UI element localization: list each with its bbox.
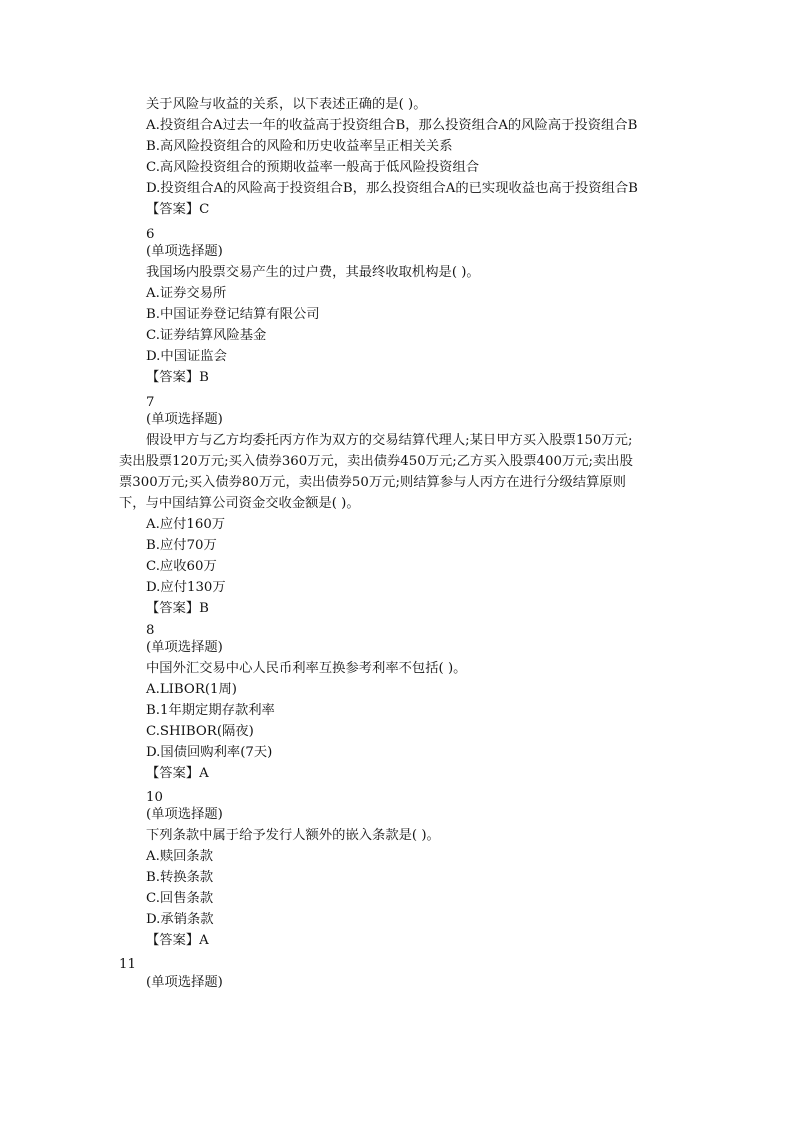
- question-type: (单项选择题): [146, 640, 223, 655]
- question-type: (单项选择题): [146, 807, 223, 822]
- option-d: D.中国证监会: [146, 349, 227, 364]
- question-text: 我国场内股票交易产生的过户费，其最终收取机构是( )。: [146, 265, 480, 280]
- question-number: 6: [146, 227, 155, 242]
- question-text-line: 票300万元;买入债券80万元，卖出债券50万元;则结算参与人丙方在进行分级结算原则: [119, 475, 626, 490]
- option-c: C.应收60万: [146, 559, 217, 574]
- answer: 【答案】A: [146, 766, 209, 781]
- option-b: B.高风险投资组合的风险和历史收益率呈正相关关系: [146, 139, 453, 154]
- question-text-line: 下，与中国结算公司资金交收金额是( )。: [119, 496, 360, 511]
- option-a: A.LIBOR(1周): [146, 682, 237, 697]
- answer: 【答案】A: [146, 933, 209, 948]
- question-text: 下列条款中属于给予发行人额外的嵌入条款是( )。: [146, 828, 440, 843]
- question-number: 7: [146, 395, 155, 410]
- question-type: (单项选择题): [146, 244, 223, 259]
- option-d: D.应付130万: [146, 580, 226, 595]
- question-text: 关于风险与收益的关系，以下表述正确的是( )。: [146, 97, 427, 112]
- answer: 【答案】B: [146, 601, 209, 616]
- option-d: D.投资组合A的风险高于投资组合B，那么投资组合A的已实现收益也高于投资组合B: [146, 181, 638, 196]
- question-text: 中国外汇交易中心人民币利率互换参考利率不包括( )。: [146, 661, 467, 676]
- option-a: A.投资组合A过去一年的收益高于投资组合B，那么投资组合A的风险高于投资组合B: [146, 118, 638, 133]
- option-c: C.回售条款: [146, 891, 214, 906]
- question-type: (单项选择题): [146, 975, 223, 990]
- option-b: B.1年期定期存款利率: [146, 703, 275, 718]
- question-number: 10: [146, 790, 163, 805]
- option-b: B.转换条款: [146, 870, 214, 885]
- option-a: A.赎回条款: [146, 849, 214, 864]
- option-c: C.证券结算风险基金: [146, 328, 267, 343]
- option-b: B.应付70万: [146, 538, 217, 553]
- option-a: A.应付160万: [146, 517, 226, 532]
- option-c: C.高风险投资组合的预期收益率一般高于低风险投资组合: [146, 160, 480, 175]
- option-a: A.证券交易所: [146, 286, 227, 301]
- question-number: 11: [119, 957, 136, 972]
- question-number: 8: [146, 623, 155, 638]
- answer: 【答案】C: [146, 202, 210, 217]
- question-text-line: 卖出股票120万元;买入债券360万元，卖出债券450万元;乙方买入股票400万元;卖出股: [119, 454, 633, 469]
- answer: 【答案】B: [146, 370, 209, 385]
- option-d: D.国债回购利率(7天): [146, 745, 273, 760]
- option-c: C.SHIBOR(隔夜): [146, 724, 254, 739]
- option-d: D.承销条款: [146, 912, 214, 927]
- option-b: B.中国证券登记结算有限公司: [146, 307, 320, 322]
- question-text-line: 假设甲方与乙方均委托丙方作为双方的交易结算代理人;某日甲方买入股票150万元;: [146, 433, 633, 448]
- question-type: (单项选择题): [146, 412, 223, 427]
